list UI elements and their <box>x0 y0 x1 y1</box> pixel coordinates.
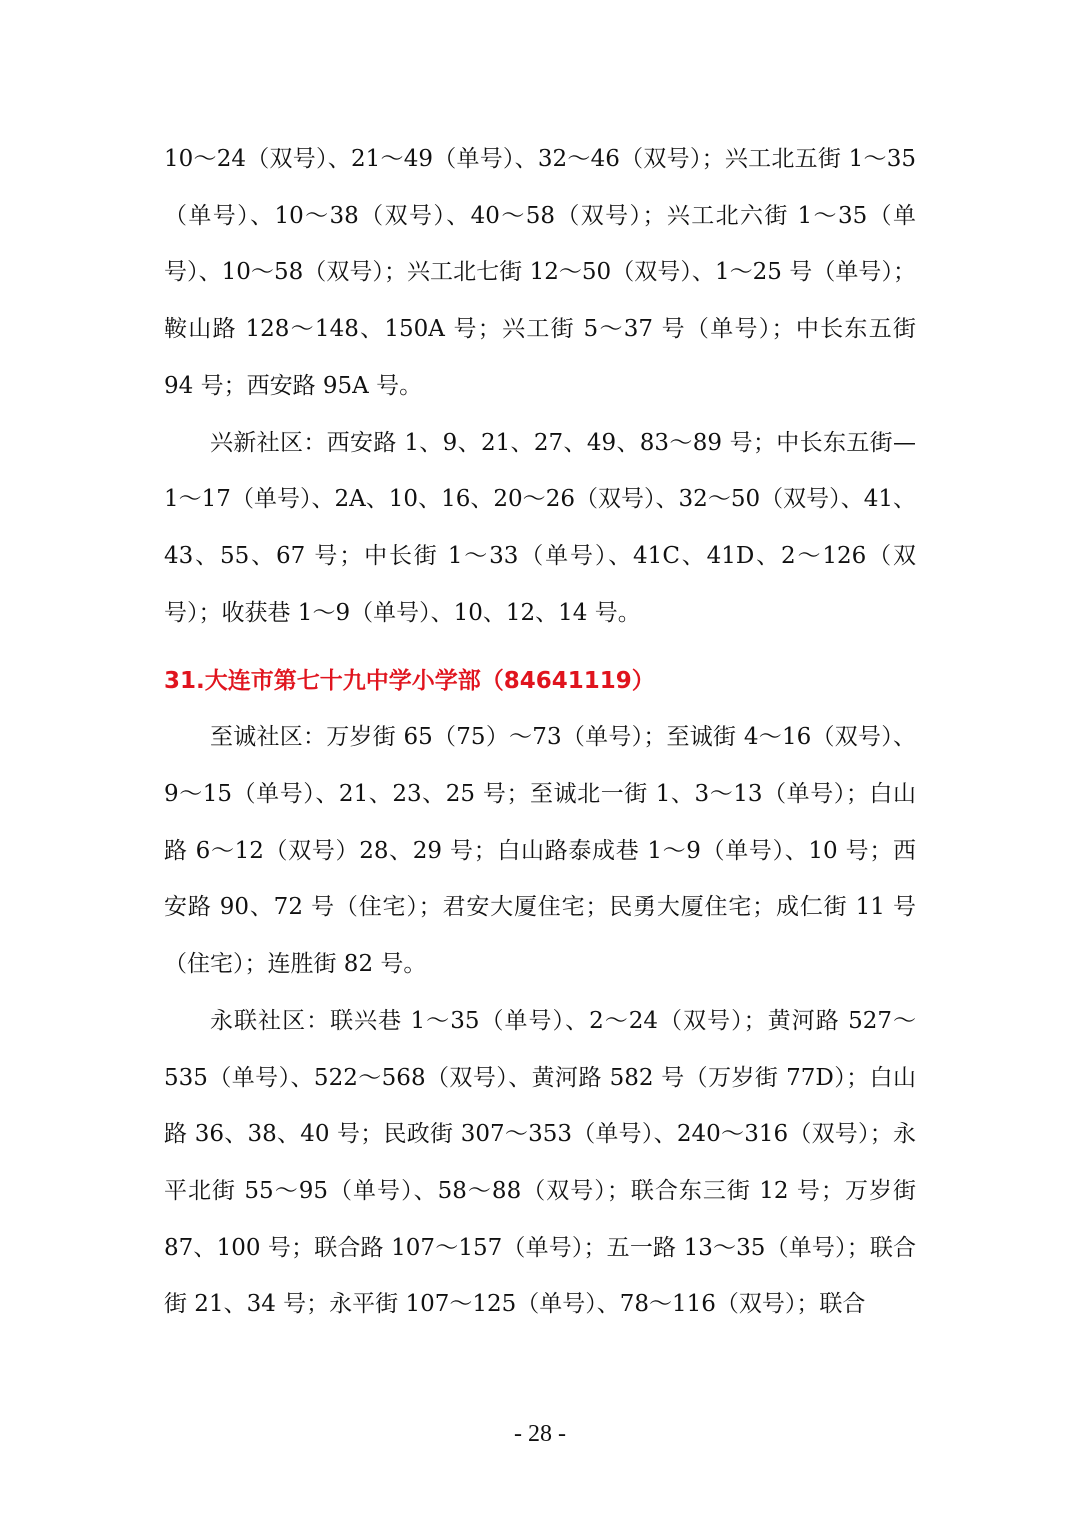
section-heading-school-31: 31.大连市第七十九中学小学部（84641119） <box>164 668 655 695</box>
paragraph-yonglian-community: 永联社区：联兴巷 1～35（单号）、2～24（双号）；黄河路 527～535（单号）、522～568（双号）、黄河路 582 号（万岁街 77D）；白山路 36、38、40 号；民政街 307～353（单号）、240～316（双号）；永平北街 55～95（单号）、58～88（双号）；联合东三街 12 号；万岁街 87、100 号；联合路 107～157（单号）；五一路 13～35（单号）；联合街 21、34 号；永平街 107～125（单号）、78～116（双号）；联合 <box>164 1007 916 1318</box>
paragraph-xingxin-community: 兴新社区：西安路 1、9、21、27、49、83～89 号；中长东五街—1～17（单号）、2A、10、16、20～26（双号）、32～50（双号）、41、43、55、67 号；中长街 1～33（单号）、41C、41D、2～126（双号）；收获巷 1～9（单号）、10、12、14 号。 <box>164 429 916 626</box>
paragraph-zhicheng-community: 至诚社区：万岁街 65（75）～73（单号）；至诚街 4～16（双号）、9～15（单号）、21、23、25 号；至诚北一街 1、3～13（单号）；白山路 6～12（双号）28、29 号；白山路泰成巷 1～9（单号）、10 号；西安路 90、72 号（住宅）；君安大厦住宅；民勇大厦住宅；成仁街 11 号（住宅）；连胜街 82 号。 <box>164 724 916 978</box>
paragraph-address-list-continued: 10～24（双号）、21～49（单号）、32～46（双号）；兴工北五街 1～35（单号）、10～38（双号）、40～58（双号）；兴工北六街 1～35（单号）、10～58（双号）；兴工北七街 12～50（双号）、1～25 号（单号）；鞍山路 128～148、150A 号；兴工街 5～37 号（单号）；中长东五街 94 号；西安路 95A 号。 <box>164 146 916 399</box>
page-number: - 28 - <box>514 1421 566 1447</box>
document-body <box>164 131 916 1333</box>
